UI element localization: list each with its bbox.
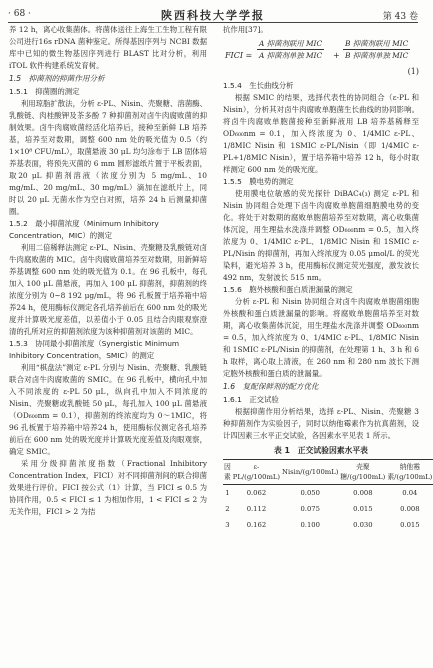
column-header: 纳他霉素/(g/100mL) [387, 463, 433, 481]
table-header-row [223, 460, 433, 485]
table-cell: 1 [225, 489, 230, 497]
factor-level-table [223, 459, 433, 533]
table-cell: 0.050 [300, 489, 320, 497]
table-cell: 2 [225, 505, 230, 513]
section-heading: 1.6 复配保鲜剂的配方优化 [223, 382, 319, 391]
subsection-heading: 1.5.5 膜电势的测定 [223, 177, 294, 186]
table-caption: 表 1 正交试验因素水平表 [274, 446, 368, 455]
fraction-denominator: A 抑菌剂单独 MIC [259, 51, 323, 60]
column-header: Nisin/(g/100mL) [282, 468, 339, 476]
fici-formula [223, 38, 419, 78]
table-cell: 0.04 [402, 489, 418, 497]
paragraph: 养 12 h，离心收集菌体。将菌体送往上海生工生物工程有限公司进行16s rDNA 菌种鉴定。所得基因序列与 NCBI 数据库中已知的微生物基因序列进行 BLAST 比对分析，利用 iTOL 软件构建系统发育树。 [9, 25, 207, 70]
column-header: ε-PL/(g/100mL) [232, 463, 281, 481]
table-cell: 0.015 [353, 505, 373, 513]
paragraph: 使用膜电位敏感的荧光探针 DiBAC₄(₃) 测定 ε-PL 和 Nisin 协同组合处理下卤牛肉腐败单胞菌细胞膜电势的变化。将处于对数期的腐败单胞菌培养至对数期，离心收集菌体沉淀，用生理盐水洗涤并调整 OD₆₀₀nm = 0.5，加入终浓度为 0、1/4MIC ε-PL、1/8MIC Nisin 和 1SMIC ε-PL/Nisin 的抑菌剂，再加入终浓度为 0.05 μmol/L 的荧光染料，避光培养 3 h，使用酶标仪测定荧光强度，激发波长 492 nm，发射波长 515 nm。 [223, 189, 419, 282]
right-column [223, 24, 433, 533]
subsection-heading: 1.5.4 生长曲线分析 [223, 81, 294, 90]
column-header: 壳聚糖/(g/100mL) [340, 463, 386, 481]
fraction-numerator: A 抑菌剂联用 MIC [259, 39, 323, 48]
subsection-heading: 1.5.3 协同最小抑菌浓度（Synergistic Minimum Inhibitory Concentration，SMIC）的测定 [9, 339, 180, 360]
paragraph: 采用分级抑菌浓度指数（Fractional Inhibitory Concentration Index，FICI）对不同抑菌剂间的联合抑菌效果进行评价。FICI 按公式（1）计算，当 FICI ≤ 0.5 为协同作用，0.5 < FICI ≤ 1 为相加作用，1 < FICI ≤ 2 为无关作用，FICI > 2 为拮 [9, 459, 207, 516]
table-row [223, 485, 433, 502]
table-cell: 0.075 [300, 505, 320, 513]
fraction-b [343, 38, 410, 61]
paragraph: 利用琼脂扩散法，分析 ε-PL、Nisin、壳聚糖、溶菌酶、乳酸链、肉桂酸钾及茶多酚 7 种抑菌剂对卤牛肉腐败菌的抑制效果。卤牛肉腐败菌经活化培养后，接种至新鲜 LB 培养基，培养至对数期，调整 600 nm 处的吸光值为 0.5（约 1×10⁸ CFU/mL），取菌悬液 30 μL 均匀涂布于 LB 固体培养基表面，将预先灭菌的 6 mm 圆形滤纸片置于平板表面，取20 μL 抑菌剂溶液（浓度分别为 5 mg/mL、10 mg/mL、20 mg/mL、30 mg/mL）滴加在滤纸片上，同时以 20 μL 无菌水作为空白对照，培养 24 h 后测量抑菌圈。 [9, 99, 207, 216]
fraction-numerator: B 抑菌剂联用 MIC [345, 39, 409, 48]
table-cell: 0.162 [246, 521, 267, 529]
paragraph: 根据抑菌作用分析结果，选择 ε-PL、Nisin、壳聚糖 3 种抑菌剂作为实验因子，同时以纳他霉素作为抗真菌剂，设计四因素三水平正交试验，各因素水平见表 1 所示。 [223, 407, 419, 440]
paragraph: 分析 ε-PL 和 Nisin 协同组合对卤牛肉腐败单胞菌细胞外核酸和蛋白质泄漏量的影响。将腐败单胞菌培养至对数期，离心收集菌体沉淀，用生理盐水洗涤并调整 OD₆₀₀nm = 0.5，加入终浓度为 0、1/4MIC ε-PL、1/8MIC Nisin 和 1SMIC ε-PL/Nisin 的抑菌剂，在处理第 1 h、3 h 和 6 h 取样，离心取上清液，在 260 nm 和 280 nm 波长下测定胞外核酸和蛋白质的泄漏量。 [223, 297, 419, 378]
subsection-heading: 1.5.2 最小抑菌浓度（Minimum Inhibitory Concentration，MIC）的测定 [9, 219, 159, 240]
table-cell: 0.030 [353, 521, 373, 529]
table-cell: 0.008 [353, 489, 373, 497]
subsection-heading: 1.6.1 正交试验 [223, 395, 279, 404]
table-cell: 0.062 [246, 489, 267, 497]
paragraph: 利用“棋盘法”测定 ε-PL 分别与 Nisin、壳聚糖、乳酸链联合对卤牛肉腐败菌的 SMIC。在 96 孔板中，横向孔中加入不同浓度的 ε-PL 50 μL，纵向孔中加入不同浓度的 Nisin、壳聚糖或乳酸链 50 μL，每孔加入 100 μL 菌悬液（OD₆₀₀nm = 0.1），抑菌剂的终浓度均为 0～1MIC，将 96 孔板置于培养箱中培养24 h，使用酶标仪测定各孔培养前后在 600 nm 处的吸光度并计算吸光度差值及肉眼观察，确定 SMIC。 [9, 363, 207, 456]
paragraph: 根据 SMIC 的结果，选择代表性的协同组合（ε-PL 和 Nisin），分析其对卤牛肉腐败单胞菌生长曲线的协同影响。将卤牛肉腐败单胞菌接种至新鲜液用 LB 培养基稀释至 OD₆₀₀nm = 0.1，加入终浓度为 0、1/4MIC ε-PL、1/8MIC Nisin 和 1SMIC ε-PL/Nisin（即 1/4MIC ε-PL+1/8MIC Nisin），置于培养箱中培养 12 h，每小时取样测定 600 nm 处的吸光度。 [223, 93, 419, 174]
fraction-a [257, 38, 324, 61]
section-heading: 1.5 抑菌剂的抑菌作用分析 [9, 74, 105, 83]
fraction-denominator: B 抑菌剂单独 MIC [345, 51, 409, 60]
table-cell: 0.008 [400, 505, 420, 513]
formula-lhs: FICI = [225, 51, 253, 60]
journal-title: 陕西科技大学学报 [161, 9, 265, 22]
subsection-heading: 1.5.6 胞外核酸和蛋白质泄漏量的测定 [223, 285, 353, 294]
column-header: 因素 [224, 463, 231, 481]
page-number: · 68 · [8, 9, 31, 19]
running-header [8, 6, 418, 23]
table-cell: 0.015 [400, 521, 420, 529]
table-row [223, 501, 433, 517]
subsection-heading: 1.5.1 抑菌圈的测定 [9, 87, 80, 96]
left-column [9, 24, 207, 518]
equation-number: (1) [407, 67, 419, 76]
table-cell: 3 [225, 521, 230, 529]
volume-label: 第 43 卷 [382, 12, 418, 22]
paragraph: 抗作用[37]。 [223, 25, 268, 34]
table-cell: 0.112 [246, 505, 267, 513]
table-row [223, 517, 433, 533]
plus-sign: + [333, 51, 340, 60]
table-cell: 0.100 [300, 521, 320, 529]
paragraph: 利用二倍稀释法测定 ε-PL、Nisin、壳聚糖及乳酸链对卤牛肉腐败菌的 MIC。卤牛肉腐败菌培养至对数期，用新鲜培养基调整 600 nm 处的吸光值为 0.1。在 96 孔板中，每孔加入 100 μL 菌悬液，再加入 100 μL 抑菌剂，抑菌剂的终浓度分别为 0~8 192 μg/mL，将 96 孔板置于培养箱中培养24 h，使用酶标仪测定各孔培养前后在 600 nm 处的吸光度并计算吸光度差值，以差值小于 0.05 且结合肉眼观察澄清的孔所对应的抑菌剂浓度为该种抑菌剂对该菌的 MIC。 [9, 243, 207, 336]
